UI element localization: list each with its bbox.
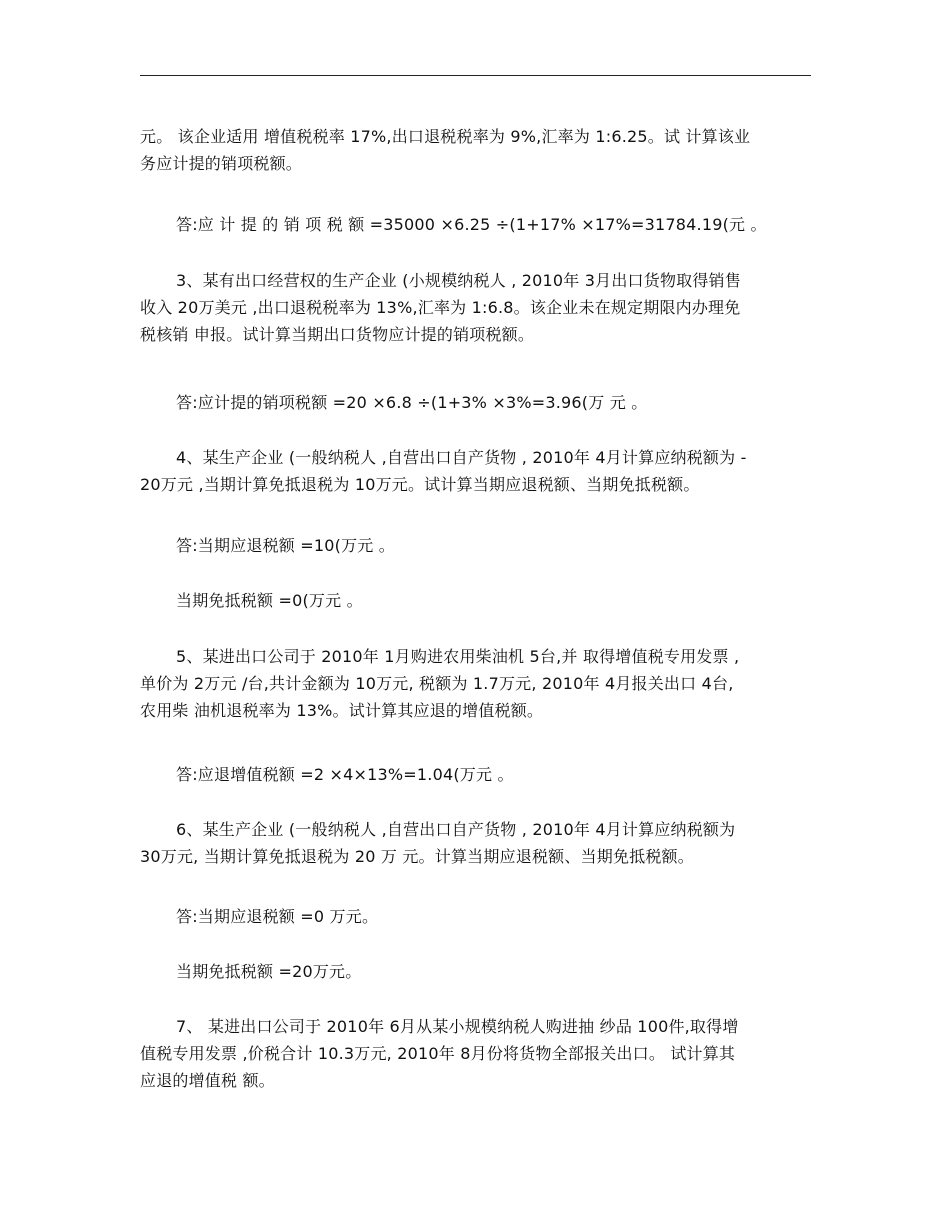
answer-4a (176, 532, 848, 559)
question-3 (140, 267, 812, 348)
text-line: 收入 20万美元 ,出口退税税率为 13%,汇率为 1:6.8。该企业未在规定期限内办理免 (140, 298, 741, 317)
answer-5 (176, 761, 848, 788)
question-5 (140, 643, 812, 724)
answer-3 (176, 389, 848, 416)
text-line: 应退的增值税 额。 (140, 1071, 275, 1090)
text-line: 答:应 计 提 的 销 项 税 额 =35000 ×6.25 ÷(1+17% ×17%=31784.19(元 。 (176, 215, 767, 234)
text-line: 6、某生产企业 (一般纳税人 ,自营出口自产货物 , 2010年 4月计算应纳税额为 (176, 820, 736, 839)
text-line: 答:应计提的销项税额 =20 ×6.8 ÷(1+3% ×3%=3.96(万 元 。 (176, 393, 648, 412)
text-line: 值税专用发票 ,价税合计 10.3万元, 2010年 8月份将货物全部报关出口。 试计算其 (140, 1044, 736, 1063)
header-rule (140, 75, 811, 76)
text-line: 农用柴 油机退税率为 13%。试计算其应退的增值税额。 (140, 701, 544, 720)
paragraph-1 (140, 123, 812, 177)
text-line: 20万元 ,当期计算免抵退税为 10万元。试计算当期应退税额、当期免抵税额。 (140, 475, 700, 494)
question-7 (140, 1013, 812, 1094)
text-line: 5、某进出口公司于 2010年 1月购进农用柴油机 5台,并 取得增值税专用发票 , (176, 647, 740, 666)
text-line: 当期免抵税额 =20万元。 (176, 962, 362, 981)
text-line: 元。 该企业适用 增值税税率 17%,出口退税税率为 9%,汇率为 1:6.25。试 计算该业 (140, 127, 751, 146)
text-line: 3、某有出口经营权的生产企业 (小规模纳税人 , 2010年 3月出口货物取得销售 (176, 271, 741, 290)
text-line: 4、某生产企业 (一般纳税人 ,自营出口自产货物 , 2010年 4月计算应纳税额为 - (176, 448, 747, 467)
text-line: 答:当期应退税额 =0 万元。 (176, 907, 379, 926)
text-line: 务应计提的销项税额。 (140, 154, 303, 173)
question-4 (140, 444, 812, 498)
text-line: 答:应退增值税额 =2 ×4×13%=1.04(万元 。 (176, 765, 514, 784)
text-line: 7、 某进出口公司于 2010年 6月从某小规模纳税人购进抽 纱品 100件,取得增 (176, 1017, 739, 1036)
answer-4b (176, 587, 848, 614)
answer-6b (176, 958, 848, 985)
answer-1 (176, 211, 848, 238)
text-line: 30万元, 当期计算免抵退税为 20 万 元。计算当期应退税额、当期免抵税额。 (140, 847, 694, 866)
text-line: 答:当期应退税额 =10(万元 。 (176, 536, 395, 555)
answer-6a (176, 903, 848, 930)
question-6 (140, 816, 812, 870)
text-line: 当期免抵税额 =0(万元 。 (176, 591, 363, 610)
text-line: 税核销 申报。试计算当期出口货物应计提的销项税额。 (140, 325, 535, 344)
text-line: 单价为 2万元 /台,共计金额为 10万元, 税额为 1.7万元, 2010年 4月报关出口 4台, (140, 674, 734, 693)
